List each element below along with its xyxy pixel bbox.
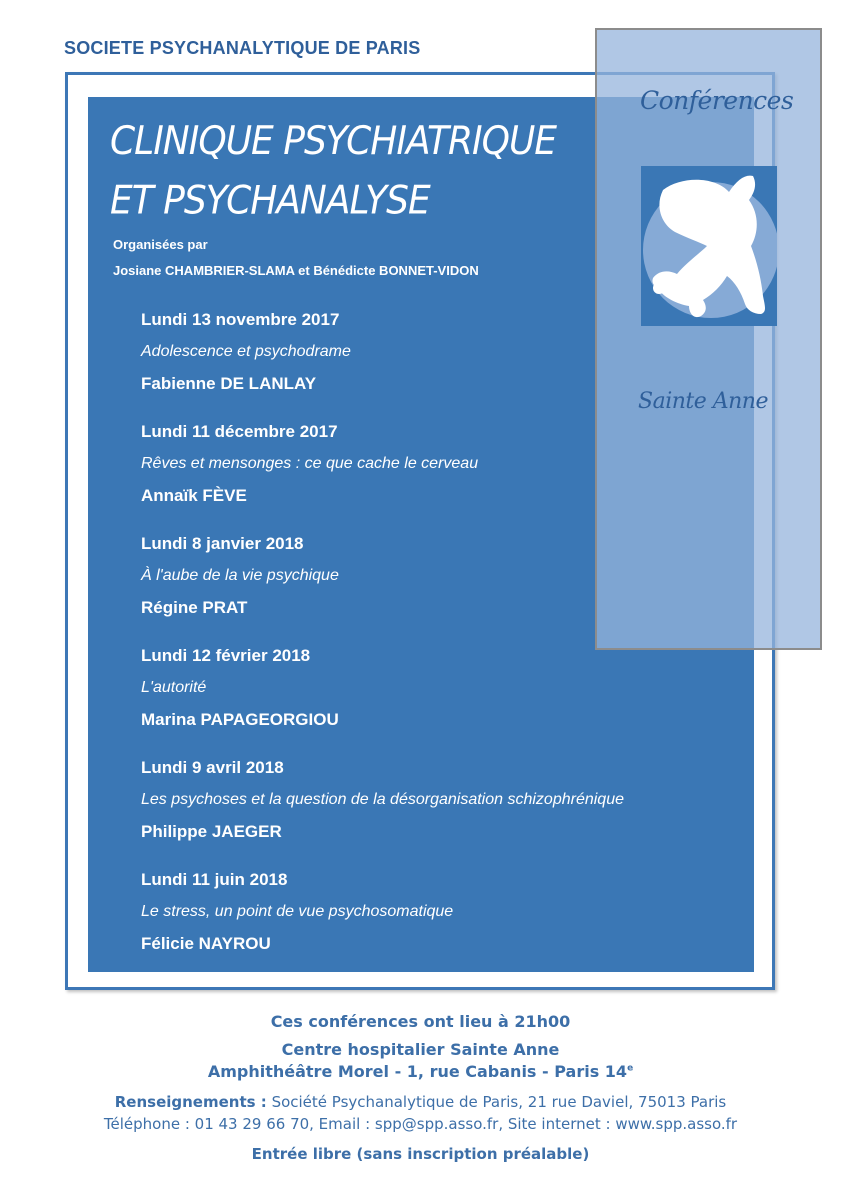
side-panel-title: Conférences: [640, 86, 794, 115]
footer-info: [0, 1093, 841, 1111]
footer-venue-line-1: Centre hospitalier Sainte Anne: [281, 1040, 560, 1059]
session-date: Lundi 11 décembre 2017: [141, 422, 338, 441]
footer-venue-superscript: e: [627, 1063, 634, 1074]
session-speaker: Régine PRAT: [141, 598, 248, 617]
organisers: [113, 232, 479, 284]
organisers-label: Organisées par: [113, 237, 208, 252]
footer-info-text: Société Psychanalytique de Paris, 21 rue Daviel, 75013 Paris: [266, 1093, 727, 1111]
session-item: [141, 645, 751, 757]
session-speaker: Philippe JAEGER: [141, 822, 282, 841]
sphinx-logo-icon: [641, 166, 777, 326]
side-panel-subtitle: Sainte Anne: [638, 389, 768, 414]
session-topic: Adolescence et psychodrame: [141, 343, 351, 360]
conference-title: [110, 112, 556, 231]
footer-contact: Téléphone : 01 43 29 66 70, Email : spp@spp.asso.fr, Site internet : www.spp.asso.fr: [103, 1115, 738, 1133]
session-date: Lundi 12 février 2018: [141, 646, 311, 665]
session-topic: À l'aube de la vie psychique: [141, 567, 339, 584]
session-speaker: Fabienne DE LANLAY: [141, 374, 317, 393]
side-panel: [595, 28, 822, 650]
session-date: Lundi 11 juin 2018: [141, 870, 288, 889]
session-speaker: Félicie NAYROU: [141, 934, 271, 953]
footer-venue-address: Amphithéâtre Morel - 1, rue Cabanis - Paris 14: [207, 1062, 628, 1081]
title-line-1: CLINIQUE PSYCHIATRIQUE: [110, 119, 557, 164]
session-topic: L'autorité: [141, 679, 207, 696]
session-topic: Les psychoses et la question de la désorganisation schizophrénique: [141, 791, 624, 808]
footer-venue-line-2: [0, 1062, 841, 1081]
session-date: Lundi 8 janvier 2018: [141, 534, 304, 553]
session-topic: Rêves et mensonges : ce que cache le cerveau: [141, 455, 479, 472]
session-item: [141, 757, 751, 869]
session-date: Lundi 9 avril 2018: [141, 758, 284, 777]
sphinx-logo-graphic: [641, 166, 777, 326]
footer-info-label: Renseignements :: [114, 1093, 267, 1111]
session-topic: Le stress, un point de vue psychosomatique: [141, 903, 454, 920]
session-speaker: Marina PAPAGEORGIOU: [141, 710, 339, 729]
session-item: [141, 869, 751, 981]
session-date: Lundi 13 novembre 2017: [141, 310, 340, 329]
footer-time: Ces conférences ont lieu à 21h00: [270, 1012, 571, 1031]
organisers-names: Josiane CHAMBRIER-SLAMA et Bénédicte BONNET-VIDON: [113, 263, 479, 278]
organization-header: SOCIETE PSYCHANALYTIQUE DE PARIS: [64, 38, 421, 58]
footer-free-entry: Entrée libre (sans inscription préalable): [251, 1145, 590, 1163]
session-speaker: Annaïk FÈVE: [141, 486, 247, 505]
title-line-2: ET PSYCHANALYSE: [110, 178, 430, 224]
